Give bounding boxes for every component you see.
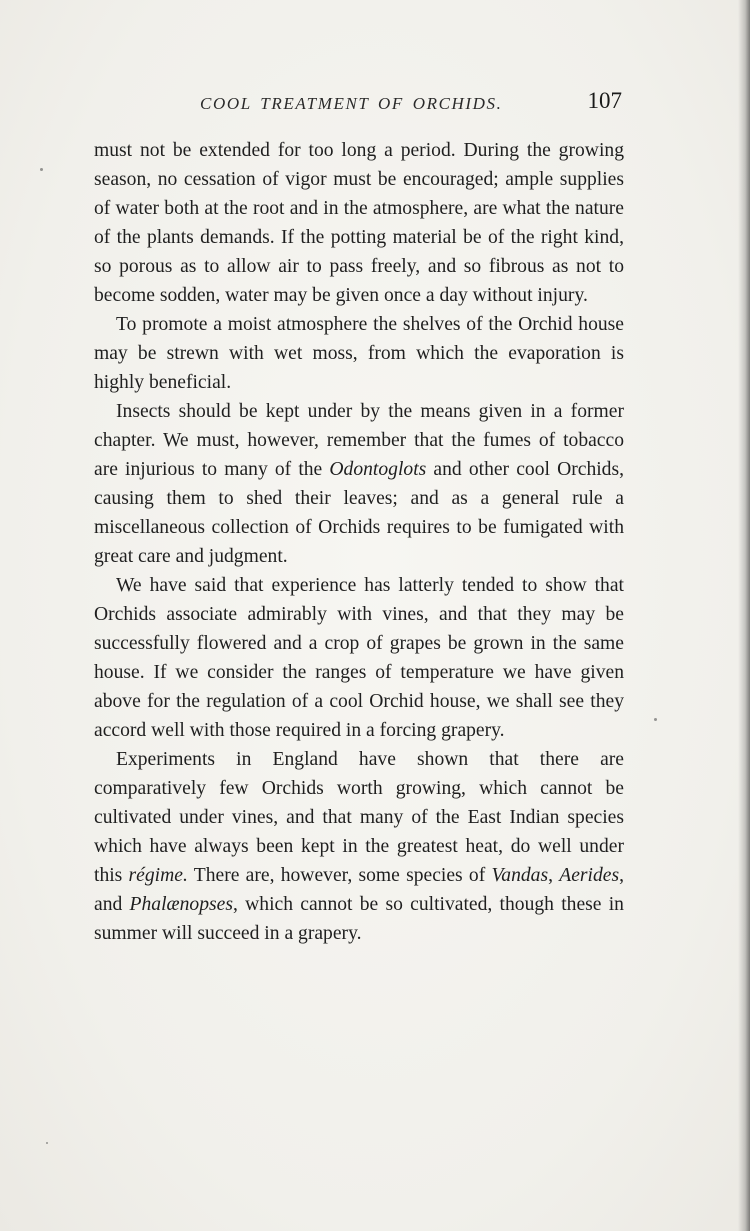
paragraph: We have said that experience has latterly tended to show that Orchids associate admirably with vines, and that they may be successfully flowered and a crop of grapes be grown in the same house. If we consider the ranges of temperature we have given above for the regulation of a cool Orchid house, we shall see they accord well with those required in a forcing grapery. — [94, 575, 624, 741]
text-run: , — [548, 865, 560, 886]
page-number: 107 — [587, 88, 622, 113]
paper-speck — [40, 168, 43, 171]
paragraph — [94, 397, 624, 571]
text-run: Insects should be kept under by the means given in a former chapter. We must, however, remember that the fumes of tobacco are injurious to many of the — [94, 401, 624, 480]
italic-term: Aerides — [559, 865, 620, 886]
italic-term: régime. — [128, 865, 188, 886]
paper-speck — [46, 1142, 48, 1144]
page-edge-shadow — [738, 0, 750, 1231]
page-header — [96, 88, 624, 128]
paper-speck — [654, 718, 657, 721]
italic-term: Vandas — [491, 865, 549, 886]
text-run: There are, however, some species of — [187, 865, 492, 886]
text-run: and other cool Orchids, causing them to shed their leaves; and as a general rule a miscellaneous collection of Orchids requires to be fumigated with great care and judgment. — [94, 459, 625, 567]
italic-term: Odontoglots — [329, 459, 427, 480]
paragraph: To promote a moist atmosphere the shelves of the Orchid house may be strewn with wet moss, from which the evaporation is highly beneficial. — [94, 314, 624, 393]
paragraph — [94, 745, 624, 948]
text-run: , which cannot be so cultivated, though these in summer will succeed in a grapery. — [94, 894, 624, 944]
running-head: COOL TREATMENT OF ORCHIDS. — [200, 94, 503, 113]
italic-term: Phalænopses — [129, 894, 233, 915]
body-text — [94, 136, 624, 948]
paragraph: must not be extended for too long a period. During the growing season, no cessation of vigor must be encouraged; ample supplies of water both at the root and in the atmosphere, are what the nature of the plants demands. If the potting material be of the right kind, so porous as to allow air to pass freely, and so fibrous as not to become sodden, water may be given once a day without injury. — [94, 140, 624, 306]
text-run: , and — [94, 865, 624, 915]
text-run: Experiments in England have shown that there are comparatively few Orchids worth growing, which cannot be cultivated under vines, and that many of the East Indian species which have always been kept in the greatest heat, do well under this — [94, 749, 624, 886]
